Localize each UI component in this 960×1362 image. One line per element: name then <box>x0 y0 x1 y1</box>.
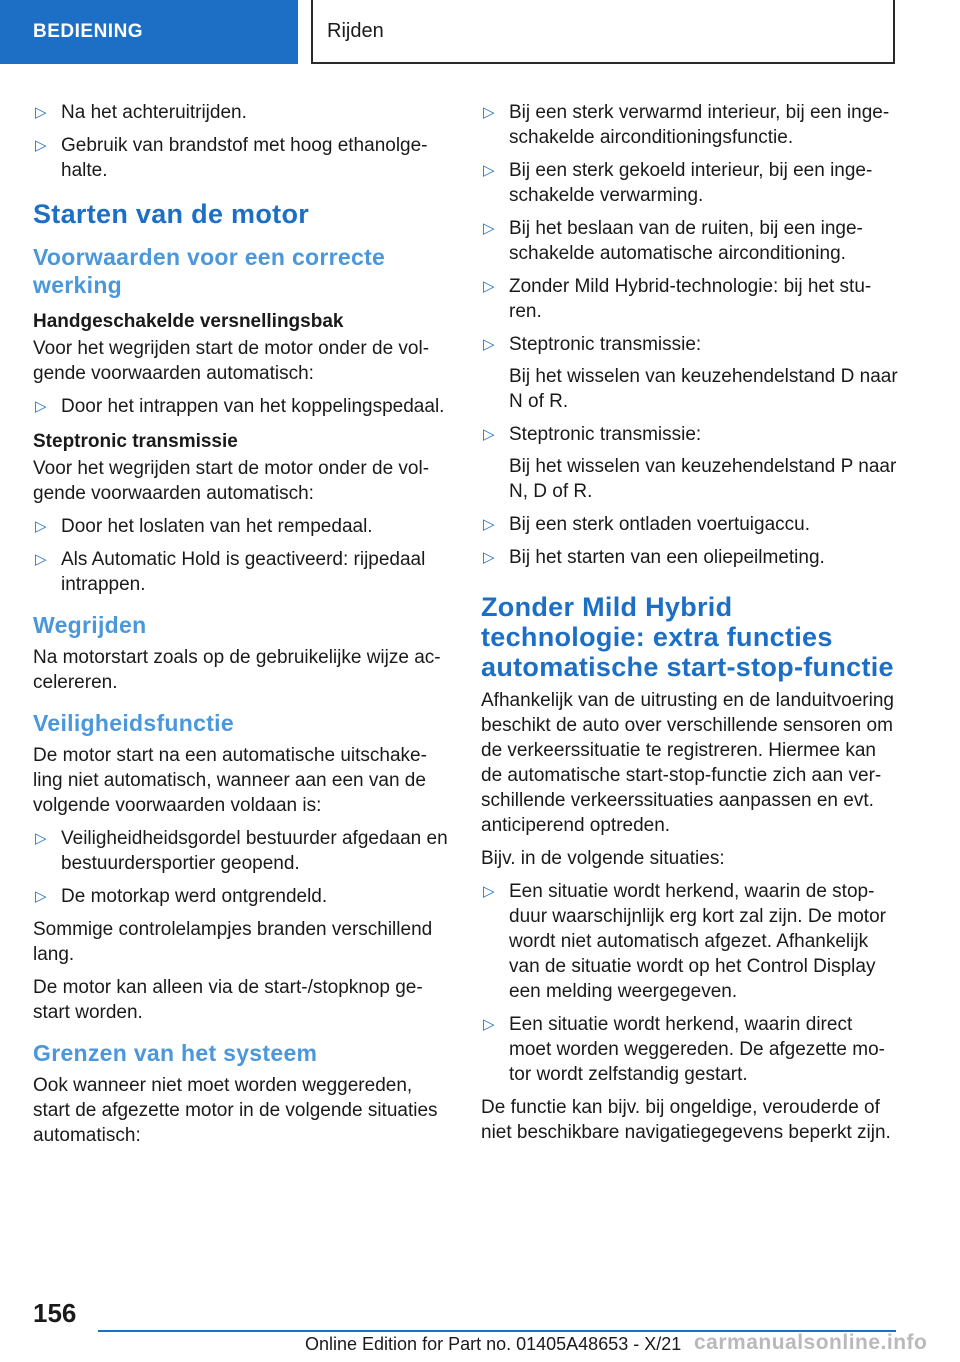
heading-start-engine: Starten van de motor <box>33 199 310 229</box>
heading-system-limits: Grenzen van het systeem <box>33 1040 318 1066</box>
paragraph: Afhankelijk van de uitrusting en de landuitvoering beschikt de auto over verschillende sensoren om de verkeerssituatie te registreren. Hiermee kan de automatische start-stop-functie zich aan ver-schillende verkeerssituaties aanpassen en evt. anticiperend optreden. <box>481 690 894 836</box>
triangle-bullet-icon: ▷ <box>35 518 47 535</box>
paragraph: Voor het wegrijden start de motor onder de vol-gende voorwaarden automatisch: <box>33 338 430 384</box>
triangle-bullet-icon: ▷ <box>483 516 495 533</box>
paragraph: Sommige controlelampjes branden verschillend lang. <box>33 919 433 965</box>
list-item: ▷ Zonder Mild Hybrid-technologie: bij het stu-ren. <box>483 276 872 322</box>
triangle-bullet-icon: ▷ <box>483 162 495 179</box>
list-item: ▷ Bij het starten van een oliepeilmeting. <box>483 547 825 568</box>
chapter-tab: BEDIENING <box>0 0 298 64</box>
list-item: ▷ Gebruik van brandstof met hoog ethanolge-halte. <box>35 135 428 181</box>
triangle-bullet-icon: ▷ <box>35 551 47 568</box>
triangle-bullet-icon: ▷ <box>483 104 495 121</box>
triangle-bullet-icon: ▷ <box>483 278 495 295</box>
triangle-bullet-icon: ▷ <box>483 1016 495 1033</box>
heading-steptronic: Steptronic transmissie <box>33 431 238 452</box>
triangle-bullet-icon: ▷ <box>483 883 495 900</box>
watermark: carmanualsonline.info <box>694 1331 928 1354</box>
paragraph: De motor kan alleen via de start-/stopknop ge-start worden. <box>33 977 423 1023</box>
heading-drive-off: Wegrijden <box>33 612 147 638</box>
heading-conditions: Voorwaarden voor een correcte werking <box>33 244 386 298</box>
triangle-bullet-icon: ▷ <box>35 398 47 415</box>
paragraph: Bijv. in de volgende situaties: <box>481 848 725 869</box>
page-number: 156 <box>33 1298 77 1328</box>
triangle-bullet-icon: ▷ <box>483 549 495 566</box>
list-item: ▷ Bij een sterk verwarmd interieur, bij een inge-schakelde airconditioningsfunctie. <box>483 102 890 148</box>
paragraph: De functie kan bijv. bij ongeldige, verouderde of niet beschikbare navigatiegegevens beperkt zijn. <box>481 1097 891 1143</box>
paragraph: Na motorstart zoals op de gebruikelijke wijze ac-celereren. <box>33 647 441 693</box>
triangle-bullet-icon: ▷ <box>483 336 495 353</box>
list-item: ▷ Steptronic transmissie: Bij het wisselen van keuzehendelstand P naar N, D of R. <box>481 422 899 504</box>
heading-mild-hybrid: Zonder Mild Hybrid technologie: extra functies automatische start-stop-functie <box>481 592 894 682</box>
triangle-bullet-icon: ▷ <box>35 137 47 154</box>
list-item: ▷ Als Automatic Hold is geactiveerd: rijpedaal intrappen. <box>35 549 426 595</box>
triangle-bullet-icon: ▷ <box>35 104 47 121</box>
list-item-detail: Bij het wisselen van keuzehendelstand D naar N of R. <box>509 366 898 412</box>
triangle-bullet-icon: ▷ <box>483 426 495 443</box>
list-item: ▷ Een situatie wordt herkend, waarin direct moet worden weggereden. De afgezette mo-tor wordt zelfstandig gestart. <box>483 1014 885 1085</box>
paragraph: Ook wanneer niet moet worden weggereden, start de afgezette motor in de volgende situaties automatisch: <box>33 1075 438 1146</box>
section-title: Rijden <box>311 0 895 64</box>
list-item: ▷ Steptronic transmissie: Bij het wisselen van keuzehendelstand D naar N of R. <box>483 334 898 412</box>
heading-safety-function: Veiligheidsfunctie <box>33 710 234 736</box>
list-item: ▷ Bij het beslaan van de ruiten, bij een inge-schakelde automatische airconditioning. <box>483 218 863 264</box>
list-item: ▷ Door het loslaten van het rempedaal. <box>35 516 373 537</box>
paragraph: Voor het wegrijden start de motor onder de vol-gende voorwaarden automatisch: <box>33 458 430 504</box>
right-column <box>481 100 899 1153</box>
list-item: ▷ Na het achteruitrijden. <box>35 102 247 123</box>
list-item: ▷ Een situatie wordt herkend, waarin de stop-duur waarschijnlijk erg kort zal zijn. De motor wordt niet automatisch afgezet. Afhankelijk van de situatie wordt op het Control Display een melding weergegeven. <box>483 881 886 1002</box>
list-item: ▷ Bij een sterk ontladen voertuigaccu. <box>483 514 811 535</box>
triangle-bullet-icon: ▷ <box>35 888 47 905</box>
paragraph: De motor start na een automatische uitschake-ling niet automatisch, wanneer aan een van de volgende voorwaarden voldaan is: <box>33 745 427 816</box>
list-item: ▷ Bij een sterk gekoeld interieur, bij een inge-schakelde verwarming. <box>483 160 873 206</box>
list-item-detail: Bij het wisselen van keuzehendelstand P naar N, D of R. <box>509 456 897 502</box>
list-item: ▷ De motorkap werd ontgrendeld. <box>35 886 328 907</box>
triangle-bullet-icon: ▷ <box>35 830 47 847</box>
heading-manual-gearbox: Handgeschakelde versnellingsbak <box>33 311 344 332</box>
triangle-bullet-icon: ▷ <box>483 220 495 237</box>
left-column <box>33 100 448 1156</box>
edition-text: Online Edition for Part no. 01405A48653 - X/21 <box>305 1334 682 1354</box>
list-item: ▷ Door het intrappen van het koppelingspedaal. <box>35 396 445 417</box>
list-item: ▷ Veiligheidheidsgordel bestuurder afgedaan en bestuurdersportier geopend. <box>35 828 448 874</box>
